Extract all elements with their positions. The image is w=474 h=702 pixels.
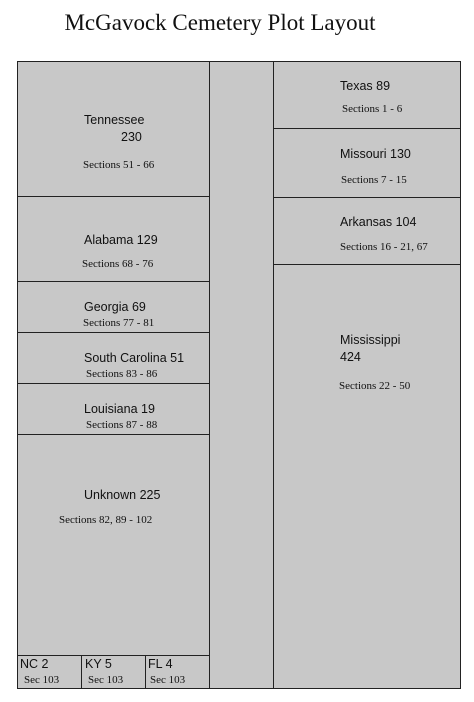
section-name: South Carolina 51 — [84, 351, 185, 365]
section-florida — [146, 656, 209, 688]
section-name: Missouri 130 — [340, 147, 411, 161]
section-count: 230 — [121, 130, 142, 144]
section-range: Sections 87 - 88 — [86, 419, 158, 431]
section-name: Alabama 129 — [84, 233, 158, 247]
section-name: KY 5 — [85, 657, 112, 671]
section-name: FL 4 — [148, 657, 173, 671]
section-name: Unknown 225 — [84, 488, 161, 502]
cemetery-plot-map — [17, 61, 461, 689]
section-range: Sec 103 — [88, 674, 124, 686]
section-mississippi — [274, 265, 460, 688]
section-range: Sections 7 - 15 — [341, 174, 407, 186]
section-range: Sections 51 - 66 — [83, 159, 155, 171]
section-name: Arkansas 104 — [340, 215, 417, 229]
section-range: Sections 77 - 81 — [83, 317, 155, 329]
section-name: Mississippi — [340, 333, 401, 347]
section-alabama — [18, 197, 209, 281]
section-range: Sec 103 — [150, 674, 186, 686]
section-range: Sections 83 - 86 — [86, 368, 158, 380]
section-name: Texas 89 — [340, 79, 391, 93]
section-name: Georgia 69 — [84, 300, 146, 314]
section-north-carolina — [18, 656, 81, 688]
section-range: Sections 82, 89 - 102 — [59, 514, 153, 526]
section-unknown — [18, 435, 209, 655]
central-aisle — [210, 62, 273, 688]
section-name: Tennessee — [84, 113, 145, 127]
section-louisiana — [18, 384, 209, 434]
section-count: 424 — [340, 350, 361, 364]
section-texas — [274, 62, 460, 128]
section-kentucky — [82, 656, 145, 688]
page-title: McGavock Cemetery Plot Layout — [64, 10, 376, 35]
section-range: Sections 68 - 76 — [82, 258, 154, 270]
section-range: Sections 1 - 6 — [342, 103, 403, 115]
section-name: Louisiana 19 — [84, 402, 155, 416]
section-missouri — [274, 129, 460, 197]
section-georgia — [18, 282, 209, 332]
section-tennessee — [18, 62, 209, 196]
section-south-carolina — [18, 333, 209, 383]
section-name: NC 2 — [20, 657, 49, 671]
section-range: Sections 22 - 50 — [339, 380, 411, 392]
section-range: Sec 103 — [24, 674, 60, 686]
section-range: Sections 16 - 21, 67 — [340, 241, 428, 253]
section-arkansas — [274, 198, 460, 264]
